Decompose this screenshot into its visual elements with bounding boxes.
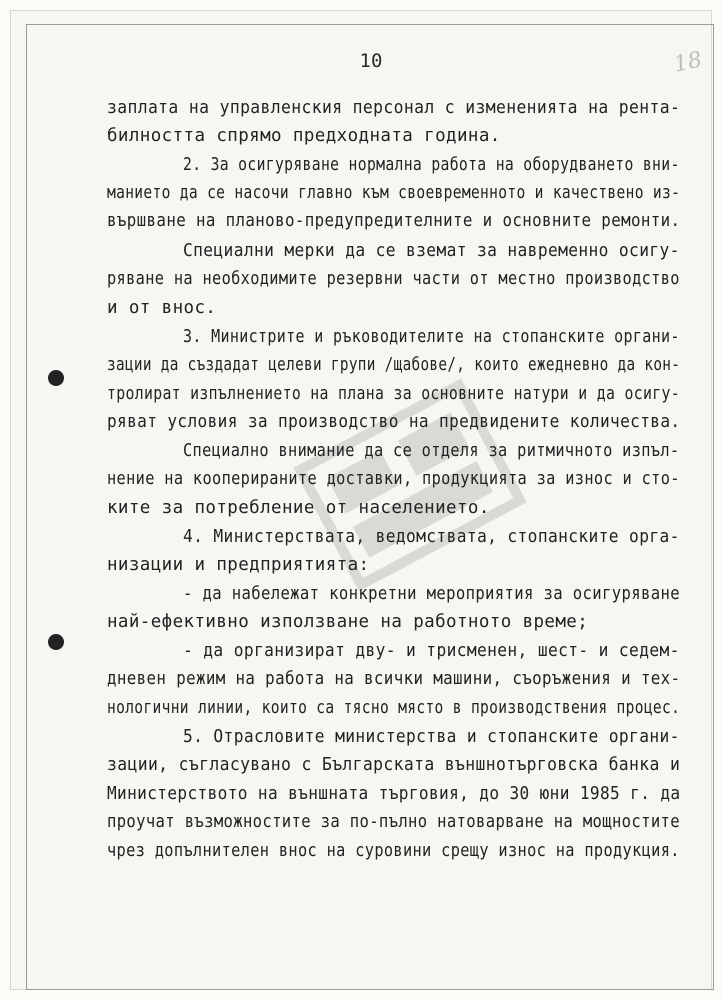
text-line: - да набележат конкретни мероприятия за осигуряване	[183, 584, 680, 604]
text-line: зации, съгласувано с Българската външнотърговска банка и	[107, 755, 681, 775]
text-line: нение на кооперираните доставки, продукцията за износ и сто-	[107, 469, 680, 489]
binder-hole-icon	[48, 370, 64, 386]
text-line: ряване на необходимите резервни части от местно производство	[107, 269, 680, 289]
text-line: ките за потребление от населението.	[107, 498, 490, 518]
text-line: Министерството на външната търговия, до 30 юни 1985 г. да	[107, 784, 681, 804]
text-line: - да организират дву- и трисменен, шест- и седем-	[183, 641, 680, 661]
text-line: проучат възможностите за по-пълно натоварване на мощностите	[107, 812, 680, 832]
text-line: Специални мерки да се вземат за навременно осигу-	[183, 241, 680, 261]
text-line: вършване на планово-предупредителните и основните ремонти.	[107, 211, 681, 231]
binder-hole-icon	[48, 634, 64, 650]
text-line: низации и предприятията:	[107, 555, 370, 575]
text-line: и от внос.	[107, 298, 217, 318]
text-line: 2. За осигуряване нормална работа на оборудването вни-	[183, 155, 680, 175]
text-line: манието да се насочи главно към своевременното и качествено из-	[107, 183, 681, 203]
text-line: 3. Министрите и ръководителите на стопанските органи-	[183, 327, 680, 347]
text-line: дневен режим на работа на всички машини, съоръжения и тех-	[107, 669, 681, 689]
text-line: най-ефективно използване на работното време;	[107, 612, 589, 632]
text-line: заплата на управленския персонал с измененията на рента-	[107, 98, 681, 118]
archive-folio-mark: 18	[671, 47, 705, 78]
text-line: 5. Отрасловите министерства и стопанските органи-	[183, 727, 680, 747]
text-line: ряват условия за производство на предвидените количества.	[107, 412, 681, 432]
text-line: чрез допълнителен внос на суровини срещу износ на продукция.	[107, 841, 680, 861]
text-line: тролират изпълнението на плана за основните натури и да осигу-	[107, 384, 680, 404]
text-line: зации да създадат целеви групи /щабове/, които ежедневно да кон-	[107, 355, 681, 375]
page-number: 10	[359, 50, 383, 72]
text-line: 4. Министерствата, ведомствата, стопанските орга-	[183, 527, 680, 547]
text-line: билността спрямо предходната година.	[107, 126, 501, 146]
text-line: нологични линии, които са тясно място в производствения процес.	[107, 698, 681, 718]
text-line: Специално внимание да се отделя за ритмичното изпъл-	[183, 441, 680, 461]
